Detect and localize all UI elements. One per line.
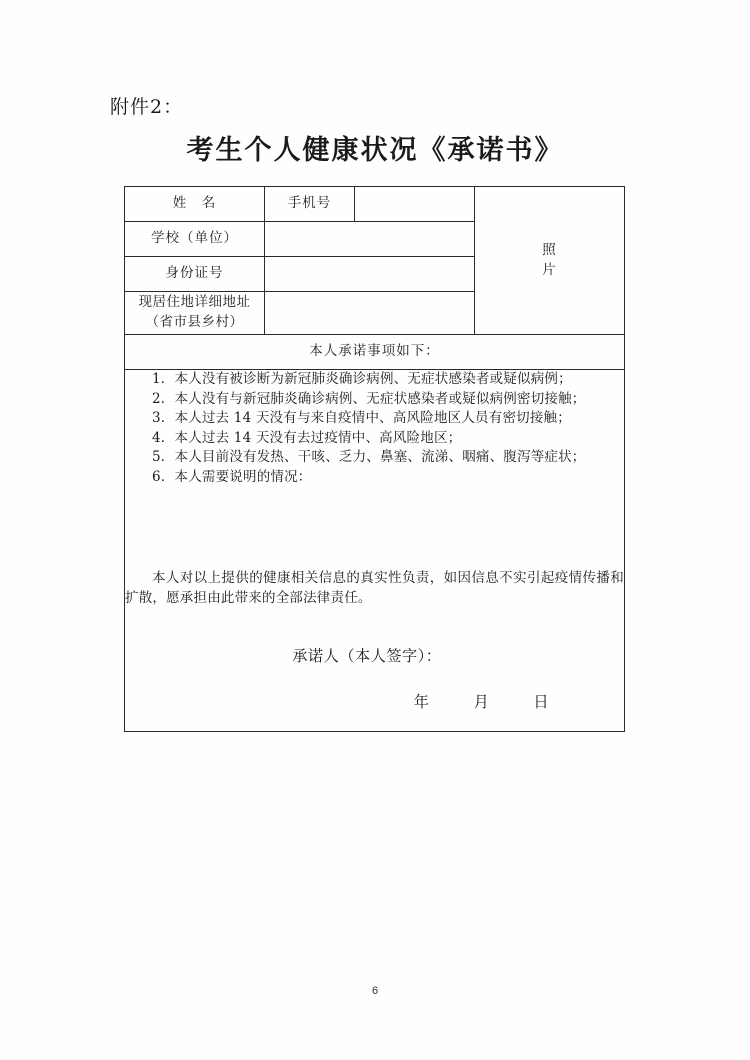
address-input[interactable] xyxy=(265,292,475,335)
table-row xyxy=(125,187,625,222)
photo-label-line1: 照 xyxy=(542,241,557,258)
table-row xyxy=(125,335,625,370)
list-item: 3．本人过去 14 天没有与来自疫情中、高风险地区人员有密切接触； xyxy=(152,410,571,427)
photo-label-line2: 片 xyxy=(542,261,557,278)
date-month: 月 xyxy=(473,692,490,711)
table-row xyxy=(125,370,625,732)
phone-label: 手机号 xyxy=(265,187,355,222)
date-year: 年 xyxy=(413,692,430,711)
list-item: 2．本人没有与新冠肺炎确诊病例、无症状感染者或疑似病例密切接触； xyxy=(152,390,586,407)
address-label xyxy=(125,292,265,335)
address-label-line1: 现居住地详细地址 xyxy=(138,294,251,311)
page-title: 考生个人健康状况《承诺书》 xyxy=(186,135,564,166)
school-input[interactable] xyxy=(265,222,475,257)
commitment-body xyxy=(125,370,625,732)
school-label: 学校（单位） xyxy=(125,222,265,257)
id-label: 身份证号 xyxy=(125,257,265,292)
health-commitment-form xyxy=(124,186,625,732)
list-item: 5．本人目前没有发热、干咳、乏力、鼻塞、流涕、咽痛、腹泻等症状； xyxy=(152,449,586,466)
responsibility-statement: 本人对以上提供的健康相关信息的真实性负责，如因信息不实引起疫情传播和扩散，愿承担由此带来的全部法律责任。 xyxy=(125,570,624,606)
signature-line[interactable]: 承诺人（本人签字）： xyxy=(292,646,442,665)
id-input[interactable] xyxy=(265,257,475,292)
list-item: 1．本人没有被诊断为新冠肺炎确诊病例、无症状感染者或疑似病例； xyxy=(152,371,572,387)
date-day: 日 xyxy=(533,692,550,711)
list-item: 4．本人过去 14 天没有去过疫情中、高风险地区； xyxy=(152,429,462,446)
attachment-label: 附件2： xyxy=(110,96,184,118)
photo-area[interactable] xyxy=(475,187,625,335)
name-label: 姓 名 xyxy=(125,187,265,222)
page-number: 6 xyxy=(371,985,379,997)
phone-input[interactable] xyxy=(355,187,475,222)
address-label-line2: （省市县乡村） xyxy=(145,314,244,330)
date-line[interactable] xyxy=(125,667,624,731)
explanation-write-area[interactable] xyxy=(125,487,624,565)
promise-header: 本人承诺事项如下： xyxy=(125,335,625,370)
list-item: 6．本人需要说明的情况： xyxy=(152,468,312,485)
